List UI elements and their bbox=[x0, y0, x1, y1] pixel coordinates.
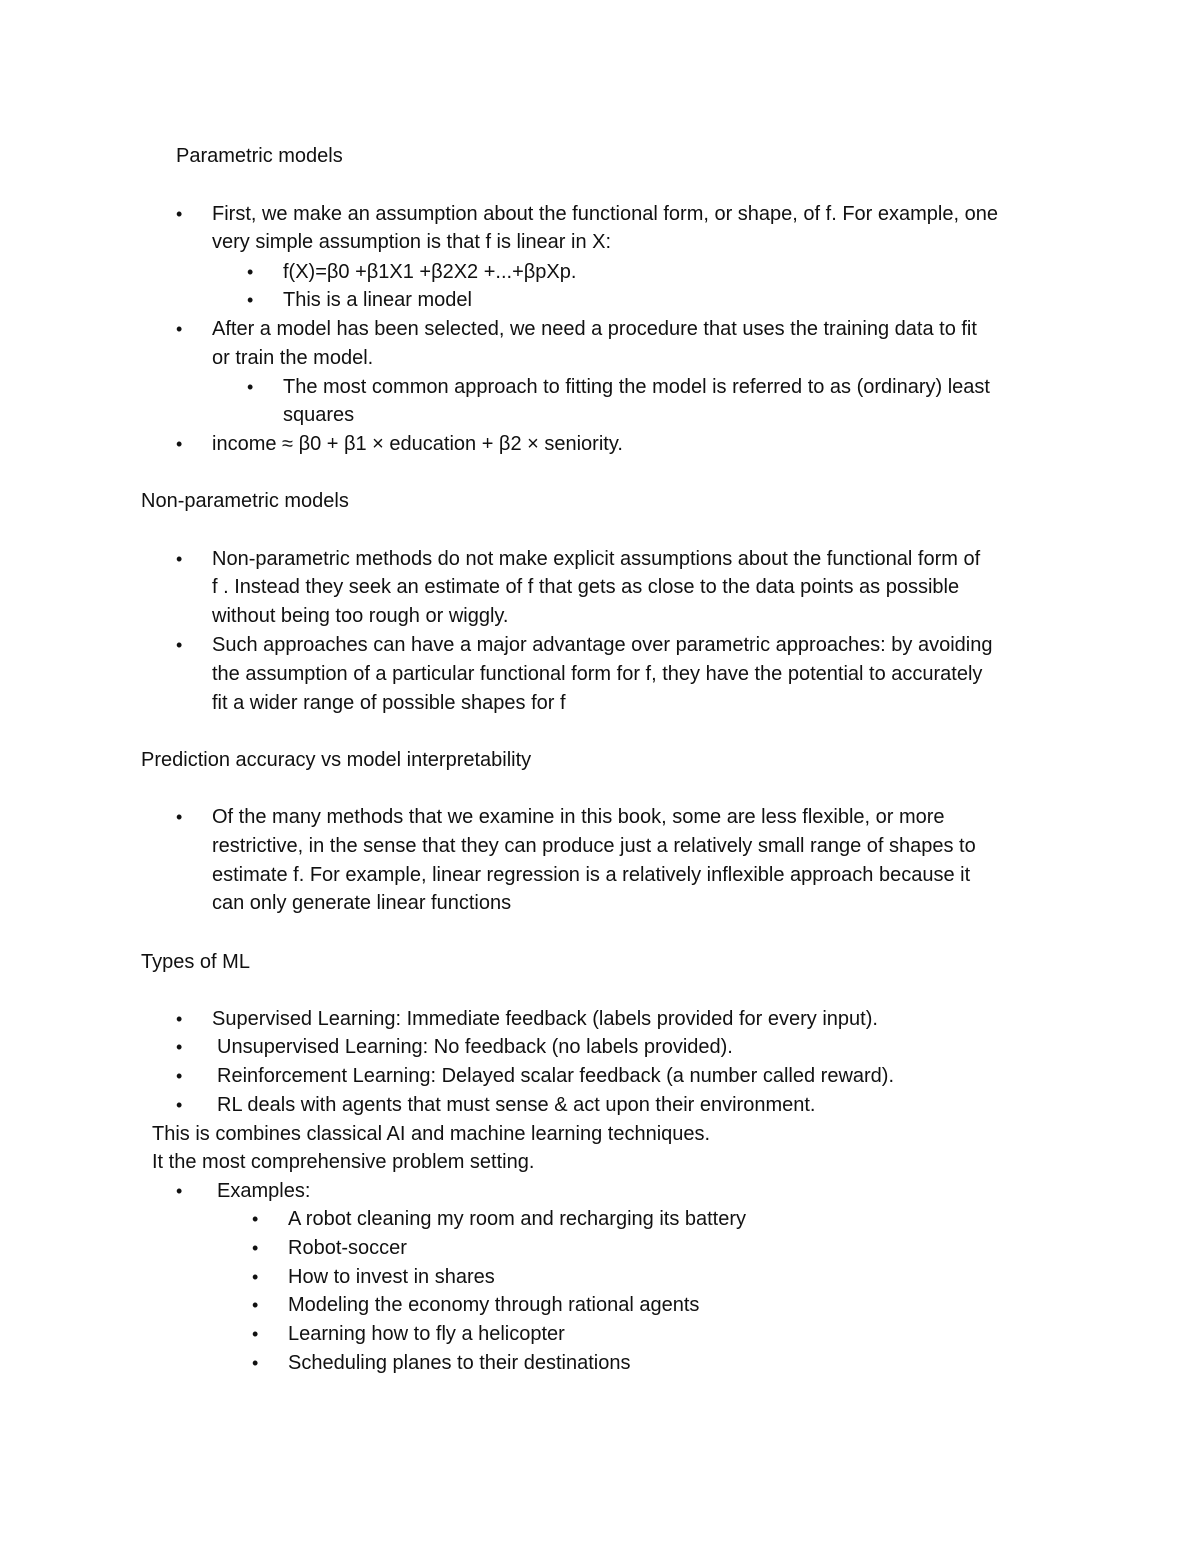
example-item: How to invest in shares bbox=[288, 1266, 495, 1288]
list-item-line: fit a wider range of possible shapes for f bbox=[212, 692, 566, 714]
list-item-line: Of the many methods that we examine in this book, some are less flexible, or more bbox=[212, 806, 945, 828]
bullet-icon: • bbox=[252, 1295, 259, 1315]
section-heading-types-of-ml: Types of ML bbox=[141, 951, 250, 973]
list-item-line: very simple assumption is that f is linear in X: bbox=[212, 231, 612, 253]
example-item: Learning how to fly a helicopter bbox=[288, 1323, 565, 1345]
list-item-line: Non-parametric methods do not make explicit assumptions about the functional form of bbox=[212, 548, 981, 570]
bullet-icon: • bbox=[176, 319, 183, 339]
bullet-icon: • bbox=[252, 1238, 259, 1258]
bullet-icon: • bbox=[176, 635, 183, 655]
list-item-line: Supervised Learning: Immediate feedback (labels provided for every input). bbox=[212, 1008, 878, 1030]
bullet-icon: • bbox=[252, 1324, 259, 1344]
bullet-icon: • bbox=[252, 1209, 259, 1229]
list-item-line: without being too rough or wiggly. bbox=[212, 605, 509, 627]
bullet-icon: • bbox=[176, 204, 183, 224]
list-item-line: Such approaches can have a major advantage over parametric approaches: by avoiding bbox=[212, 634, 993, 656]
bullet-icon: • bbox=[252, 1353, 259, 1373]
bullet-icon: • bbox=[176, 549, 183, 569]
section-heading-prediction-accuracy: Prediction accuracy vs model interpretability bbox=[141, 749, 532, 771]
section-heading-parametric: Parametric models bbox=[176, 145, 343, 167]
list-item-line: This is a linear model bbox=[283, 289, 472, 311]
list-item-line: f(X)=β0 +β1X1 +β2X2 +...+βpXp. bbox=[283, 261, 577, 283]
bullet-icon: • bbox=[247, 262, 254, 282]
bullet-icon: • bbox=[176, 1181, 183, 1201]
list-item-line: or train the model. bbox=[212, 347, 374, 369]
list-item-line: First, we make an assumption about the functional form, or shape, of f. For example, one bbox=[212, 203, 998, 225]
list-item-line: estimate f. For example, linear regression is a relatively inflexible approach because it bbox=[212, 864, 971, 886]
list-item-line: After a model has been selected, we need a procedure that uses the training data to fit bbox=[212, 318, 977, 340]
bullet-icon: • bbox=[176, 1009, 183, 1029]
example-item: Robot-soccer bbox=[288, 1237, 407, 1259]
bullet-icon: • bbox=[252, 1267, 259, 1287]
section-heading-non-parametric: Non-parametric models bbox=[141, 490, 349, 512]
list-item-line: income ≈ β0 + β1 × education + β2 × seniority. bbox=[212, 433, 623, 455]
list-item-line: f . Instead they seek an estimate of f that gets as close to the data points as possible bbox=[212, 576, 960, 598]
bullet-icon: • bbox=[176, 807, 183, 827]
list-item-line: squares bbox=[283, 404, 355, 426]
example-item: Modeling the economy through rational agents bbox=[288, 1294, 700, 1316]
bullet-icon: • bbox=[247, 377, 254, 397]
list-item-line: Reinforcement Learning: Delayed scalar feedback (a number called reward). bbox=[217, 1065, 895, 1087]
list-item-line: the assumption of a particular functional form for f, they have the potential to accurately bbox=[212, 663, 983, 685]
example-item: Scheduling planes to their destinations bbox=[288, 1352, 631, 1374]
bullet-icon: • bbox=[176, 1037, 183, 1057]
note-line: This is combines classical AI and machine learning techniques. bbox=[152, 1123, 711, 1145]
list-item-line: RL deals with agents that must sense & act upon their environment. bbox=[217, 1094, 816, 1116]
list-item-line: restrictive, in the sense that they can produce just a relatively small range of shapes to bbox=[212, 835, 976, 857]
bullet-icon: • bbox=[176, 1095, 183, 1115]
bullet-icon: • bbox=[247, 290, 254, 310]
list-item-line: The most common approach to fitting the model is referred to as (ordinary) least bbox=[283, 376, 990, 398]
bullet-icon: • bbox=[176, 1066, 183, 1086]
example-item: A robot cleaning my room and recharging its battery bbox=[288, 1208, 747, 1230]
list-item-line: can only generate linear functions bbox=[212, 892, 512, 914]
note-line: It the most comprehensive problem setting. bbox=[152, 1151, 535, 1173]
examples-label: Examples: bbox=[217, 1180, 311, 1202]
list-item-line: Unsupervised Learning: No feedback (no labels provided). bbox=[217, 1036, 733, 1058]
bullet-icon: • bbox=[176, 434, 183, 454]
